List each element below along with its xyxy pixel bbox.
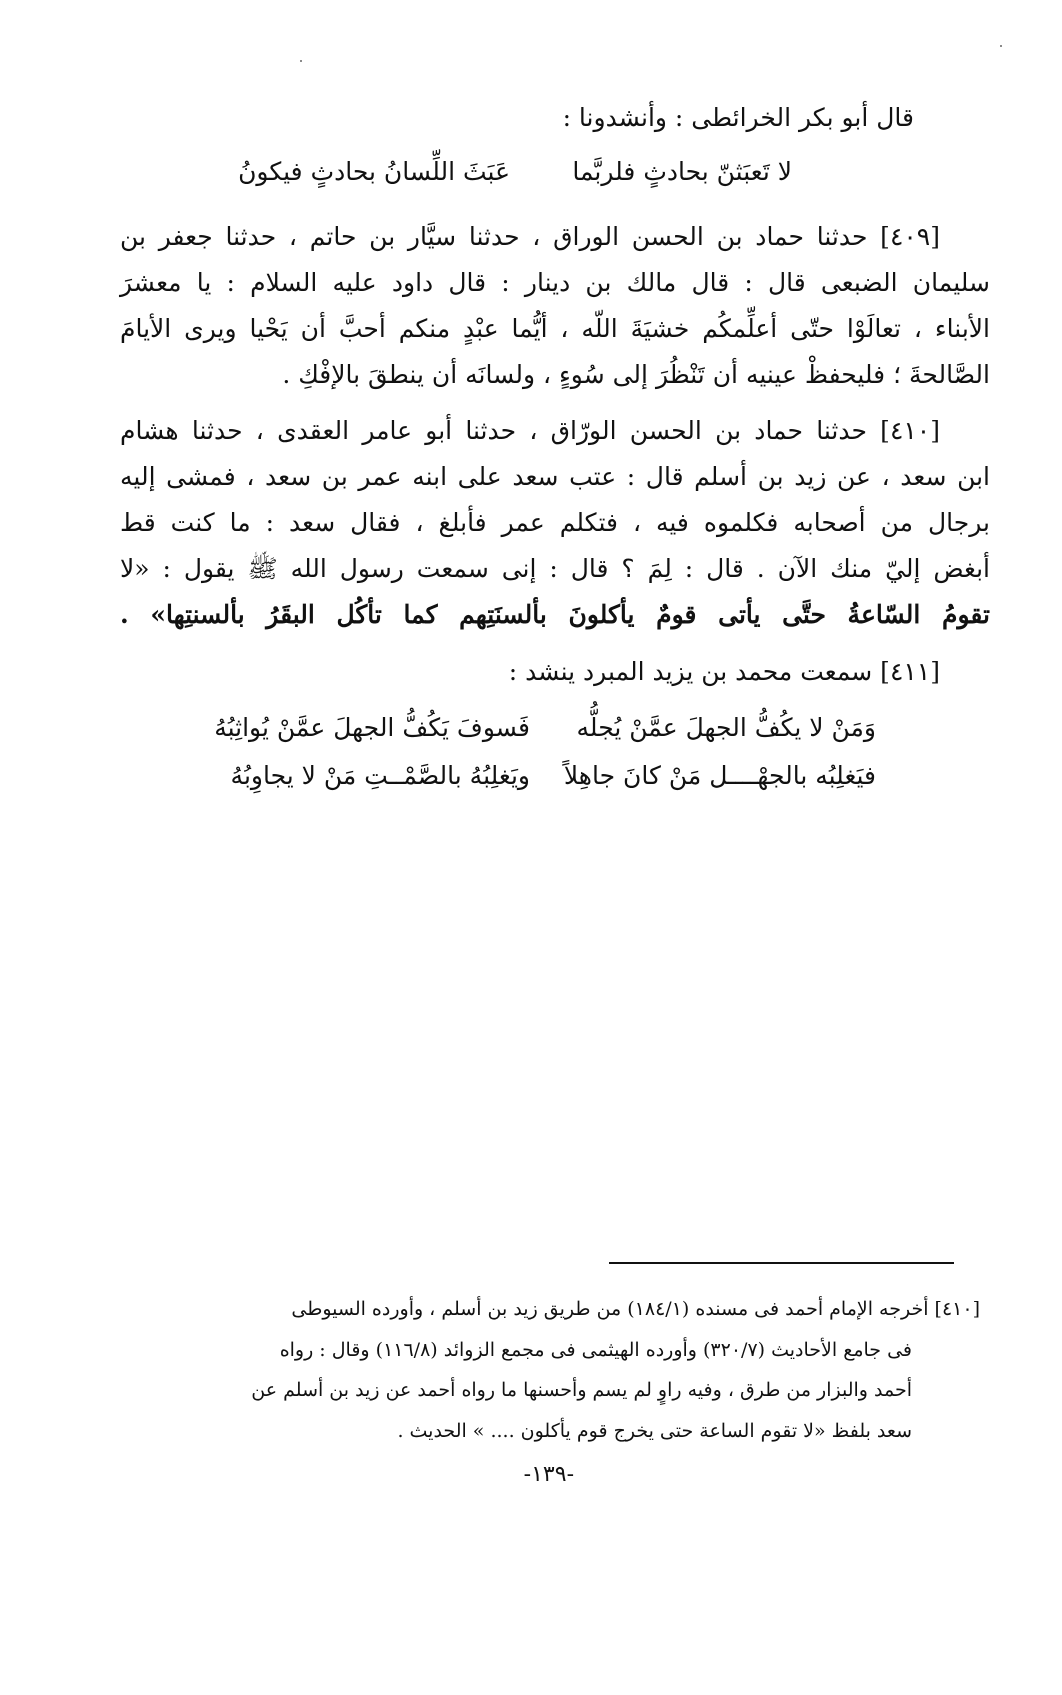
- footnote-separator: [609, 1262, 954, 1264]
- page-number: -١٣٩-: [523, 1462, 574, 1487]
- hadith-409-line-1: [٤٠٩] حدثنا حماد بن الحسن الوراق ، حدثنا سيَّار بن حاتم ، حدثنا جعفر بن: [120, 222, 940, 251]
- footnote-line-1: [٤١٠] أخرجه الإمام أحمد فى مسنده (١٨٤/١) من طريق زيد بن أسلم ، وأورده السيوطى: [291, 1298, 980, 1320]
- intro-line: قال أبو بكر الخرائطى : وأنشدونا :: [562, 103, 914, 132]
- verse2-right-hemistich: وَمَنْ لا يكُفُّ الجهلَ عمَّنْ يُجلُّه: [576, 713, 876, 742]
- hadith-409-line-3: الأبناء ، تعالَوْا حتّى أعلِّمكُم خشيَةَ اللّه ، أيُّما عبْدٍ منكم أحبَّ أن يَحْيا ويرى الأيامَ: [120, 314, 990, 343]
- verse3-left-hemistich: ويَغلِبُهُ بالصَّمْــتِ مَنْ لا يجاوِبُهُ: [230, 761, 530, 790]
- hadith-410-line-2: ابن سعد ، عن زيد بن أسلم قال : عتب سعد على ابنه عمر بن سعد ، فمشى إليه: [120, 462, 990, 491]
- footnote-line-3: أحمد والبزار من طرق ، وفيه راوٍ لم يسم وأحسنها ما رواه أحمد عن زيد بن أسلم عن: [251, 1379, 912, 1401]
- hadith-409-line-4: الصَّالحةَ ؛ فليحفظْ عينيه أن تَنْظُرَ إلى سُوءٍ ، ولسانَه أن ينطقَ بالإفْكِ .: [282, 360, 990, 389]
- verse1-right-hemistich: لا تَعبَثنّ بحادثٍ فلربَّما: [572, 157, 792, 186]
- scan-speck: [300, 60, 302, 62]
- hadith-410-line-1: [٤١٠] حدثنا حماد بن الحسن الورّاق ، حدثنا أبو عامر العقدى ، حدثنا هشام: [120, 416, 940, 445]
- footnote-line-2: فى جامع الأحاديث (٣٢٠/٧) وأورده الهيثمى فى مجمع الزوائد (١١٦/٨) وقال : رواه: [279, 1339, 912, 1361]
- verse2-left-hemistich: فَسوفَ يَكُفُّ الجهلَ عمَّنْ يُواثِبُهُ: [214, 713, 530, 742]
- hadith-410-line-4: أبغض إليّ منك الآن . قال : لِمَ ؟ قال : إنى سمعت رسول الله ﷺ يقول : «لا: [120, 554, 990, 583]
- verse3-right-hemistich: فيَغلِبُه بالجهْــــل مَنْ كانَ جاهِلاً: [563, 761, 876, 790]
- hadith-411-line: [٤١١] سمعت محمد بن يزيد المبرد ينشد :: [508, 657, 940, 686]
- scan-speck: [1000, 45, 1002, 47]
- footnote-line-4: سعد بلفظ «لا تقوم الساعة حتى يخرج قوم يأكلون .... » الحديث .: [397, 1420, 912, 1442]
- hadith-409-line-2: سليمان الضبعى قال : قال مالك بن دينار : قال داود عليه السلام : يا معشرَ: [120, 268, 990, 297]
- hadith-410-line-3: برجال من أصحابه فكلموه فيه ، فتكلم عمر فأبلغ ، فقال سعد : ما كنت قط: [120, 508, 990, 537]
- hadith-410-line-5: تقومُ السّاعةُ حتَّى يأتى قومٌ يأكلونَ بألسنَتِهم كما تأكُل البقَرُ بألسنتِها» .: [120, 600, 990, 629]
- verse1-left-hemistich: عَبَثَ اللِّسانُ بحادثٍ فيكونُ: [238, 157, 510, 186]
